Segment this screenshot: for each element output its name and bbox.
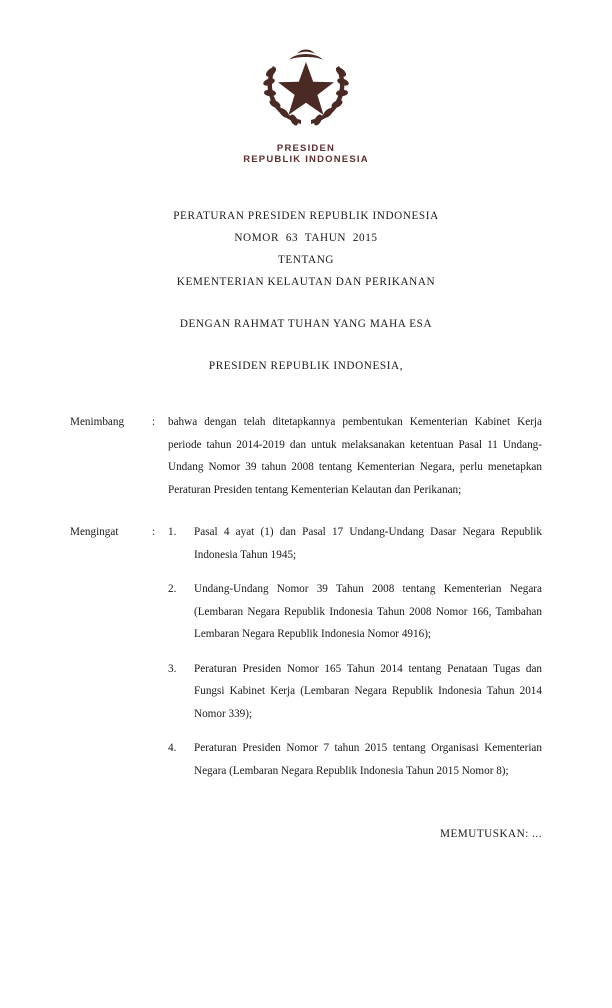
considering-colon: : <box>152 416 156 429</box>
considering-clause <box>70 411 542 501</box>
title-line-president: PRESIDEN REPUBLIK INDONESIA, <box>208 360 404 373</box>
recalling-list <box>168 521 542 782</box>
recalling-colon: : <box>152 526 156 539</box>
document-title-block <box>0 205 612 377</box>
document-body <box>70 411 542 782</box>
recalling-body <box>168 521 542 782</box>
decision-line: MEMUTUSKAN: ... <box>440 828 542 841</box>
considering-text: bahwa dengan telah ditetapkannya pembentukan Kementerian Kabinet Kerja periode tahun 2014-2019 dan untuk melaksanakan ketentuan Pasal 11 Undang-Undang Nomor 39 tahun 2008 tentang Kementerian Negara, perlu menetapkan Peraturan Presiden tentang Kementerian Kelautan dan Perikanan; <box>168 416 542 496</box>
list-item: Undang-Undang Nomor 39 Tahun 2008 tentang Kementerian Negara (Lembaran Negara Republik Indonesia Tahun 2008 Nomor 166, Tambahan Lembaran Negara Republik Indonesia Nomor 4916); <box>194 583 542 641</box>
title-line-tentang: TENTANG <box>277 254 335 267</box>
title-line-number: NOMOR 63 TAHUN 2015 <box>234 232 378 245</box>
emblem-caption-line2: REPUBLIK INDONESIA <box>243 154 369 166</box>
emblem-caption-line1: PRESIDEN <box>276 143 336 154</box>
title-line-regulation: PERATURAN PRESIDEN REPUBLIK INDONESIA <box>173 210 439 223</box>
considering-body <box>168 411 542 501</box>
list-item: Peraturan Presiden Nomor 7 tahun 2015 tentang Organisasi Kementerian Negara (Lembaran Negara Republik Indonesia Tahun 2015 Nomor 8); <box>194 742 542 777</box>
title-spacer-2 <box>0 335 612 355</box>
list-item: Pasal 4 ayat (1) dan Pasal 17 Undang-Undang Dasar Negara Republik Indonesia Tahun 1945; <box>194 526 542 561</box>
considering-label: Menimbang <box>70 416 125 429</box>
recalling-label: Mengingat <box>70 526 119 539</box>
recalling-clause <box>70 521 542 782</box>
emblem-caption <box>0 143 612 165</box>
emblem-block <box>0 0 612 165</box>
title-line-subject: KEMENTERIAN KELAUTAN DAN PERIKANAN <box>176 276 436 289</box>
title-line-blessing: DENGAN RAHMAT TUHAN YANG MAHA ESA <box>179 318 433 331</box>
title-spacer <box>0 293 612 313</box>
garuda-star-emblem-icon <box>251 36 361 132</box>
list-item: Peraturan Presiden Nomor 165 Tahun 2014 tentang Penataan Tugas dan Fungsi Kabinet Kerja (Lembaran Negara Republik Indonesia Tahun 2014 Nomor 339); <box>194 662 542 720</box>
